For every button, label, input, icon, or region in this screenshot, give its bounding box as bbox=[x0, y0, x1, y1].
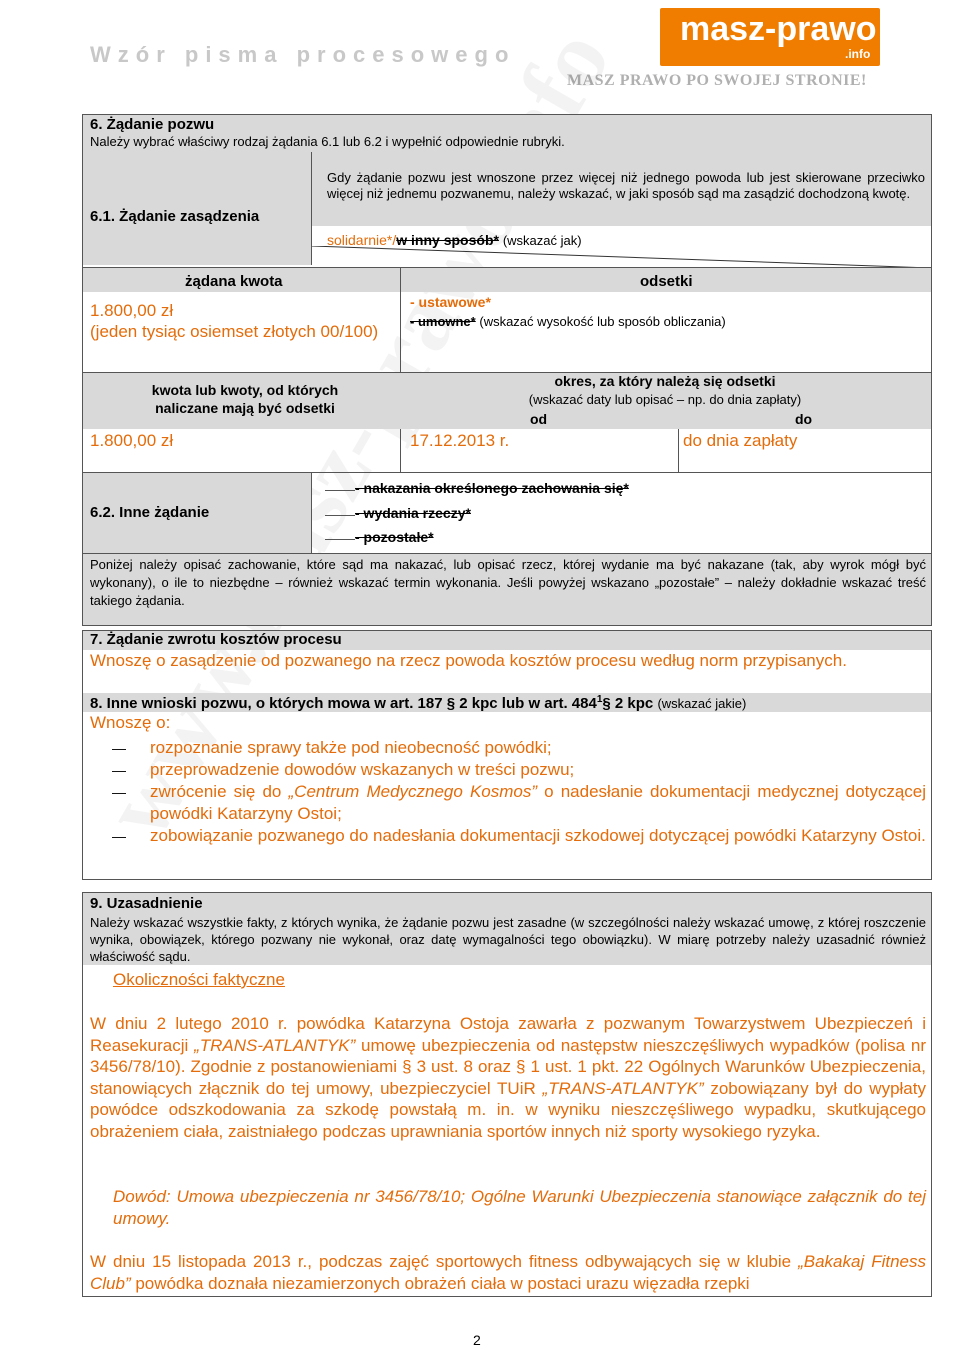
amount-header: żądana kwota bbox=[185, 273, 283, 290]
section-7-text: Wnoszę o zasądzenie od pozwanego na rzecz powoda kosztów procesu według norm przypisanych. bbox=[90, 651, 847, 670]
period-to-value: do dnia zapłaty bbox=[683, 431, 798, 450]
interest-contractual: - umowne* bbox=[410, 314, 476, 329]
s62-divider bbox=[311, 473, 312, 553]
section-8-item3-a: zwrócenie się do bbox=[150, 782, 289, 801]
section-8-title-sup: 1 bbox=[596, 694, 603, 705]
interest-header: odsetki bbox=[640, 273, 693, 290]
section-6-title: 6. Żądanie pozwu bbox=[90, 116, 215, 133]
facts-heading: Okoliczności faktyczne bbox=[113, 970, 285, 989]
section-8-intro: Wnoszę o: bbox=[90, 713, 171, 732]
s62-opt1-dash bbox=[325, 490, 355, 491]
facts-p2-c: powódka doznała niezamierzonych obrażeń ciała w postaci urazu więzadła rzepki bbox=[130, 1273, 750, 1293]
period-hint: (wskazać daty lub opisać – np. do dnia zapłaty) bbox=[528, 392, 802, 407]
period-to-label: do bbox=[795, 411, 813, 427]
facts-p1-a: W dniu 2 lutego 2010 r. powódka Katarzyna Ostoja zawarła z pozwanym Towarzystwem Ubezpieczeń i Reasekuracji bbox=[90, 1014, 926, 1055]
facts-p1-d: „TRANS-ATLANTYK” bbox=[542, 1078, 704, 1098]
logo-slogan: MASZ PRAWO PO SWOJEJ STRONIE! bbox=[567, 72, 867, 89]
s62-option-behaviour: - nakazania określonego zachowania się* bbox=[355, 480, 629, 496]
from-to-divider bbox=[678, 429, 679, 472]
section-6-instruction: Należy wybrać właściwy rodzaj żądania 6.1 lub 6.2 i wypełnić odpowiednie rubryki. bbox=[90, 134, 565, 149]
s61-separator: / bbox=[392, 232, 397, 248]
period-from-value: 17.12.2013 r. bbox=[410, 431, 510, 450]
section-8-item: — rozpoznanie sprawy także pod nieobecność powódki; bbox=[90, 737, 926, 759]
logo-name: masz-prawo bbox=[680, 10, 877, 48]
header-title: Wzór pisma procesowego bbox=[90, 42, 516, 67]
amount-value: 1.800,00 zł bbox=[90, 301, 174, 320]
period-header: okres, za który należą się odsetki bbox=[554, 373, 776, 389]
amount-words: (jeden tysiąc osiemset złotych 00/100) bbox=[90, 322, 379, 341]
section-8-item3-b: „Centrum Medycznego Kosmos” bbox=[288, 782, 538, 801]
amount-interest-divider bbox=[400, 268, 401, 372]
facts-p2-a: W dniu 15 listopada 2013 r., podczas zajęć sportowych fitness odbywających się w klubie bbox=[90, 1252, 799, 1271]
base-header: kwota lub kwoty, od których naliczane mają być odsetki bbox=[151, 382, 339, 416]
section-8-title-main: 8. Inne wnioski pozwu, o których mowa w art. 187 § 2 kpc lub w art. 484 bbox=[90, 695, 597, 712]
logo-tld: .info bbox=[845, 47, 871, 61]
base-from-divider bbox=[400, 429, 401, 472]
section-8-list bbox=[90, 737, 926, 847]
section-8-item: — zobowiązanie pozwanego do nadesłania dokumentacji szkodowej dotyczącej powódki Katarzyny Ostoi. bbox=[90, 825, 926, 847]
facts-p1-e: zobowiązany był do wypłaty powódce odszkodowania za szkodę powstałą m. in. w wyniku nieszczęśliwego wypadku, skutkującego obrażeniem ciała, zaistniałego podczas uprawniania sportów innych niż sporty wysokiego ryzyka. bbox=[90, 1078, 926, 1141]
s61-other-hint: (wskazać jak) bbox=[502, 233, 582, 248]
s61-label: 6.1. Żądanie zasądzenia bbox=[90, 208, 260, 225]
period-from-label: od bbox=[530, 411, 548, 427]
s62-description bbox=[90, 556, 926, 610]
facts-paragraph-1 bbox=[90, 1013, 926, 1142]
section-8-item: — przeprowadzenie dowodów wskazanych w treści pozwu; bbox=[90, 759, 926, 781]
s62-option-items: - wydania rzeczy* bbox=[355, 505, 471, 521]
page-number: 2 bbox=[473, 1332, 481, 1348]
interest-contractual-hint: (wskazać wysokość lub sposób obliczania) bbox=[479, 314, 726, 329]
interest-statutory: - ustawowe* bbox=[410, 294, 491, 310]
section-9-instruction: Należy wskazać wszystkie fakty, z których wynika, że żądanie pozwu jest zasadne (w szczególności należy wskazać umowę, z której roszczenie wynika, obowiązek, którego pozwany nie wykonał, oraz datę wymagalności tego obowiązku). W miarę potrzeby należy uzasadnić również właściwość sądu. bbox=[90, 915, 926, 964]
section-8-item bbox=[90, 781, 926, 825]
s62-opt2-dash bbox=[325, 515, 355, 516]
section-8-title-tail: § 2 kpc bbox=[602, 695, 654, 712]
facts-paragraph-2 bbox=[90, 1251, 926, 1294]
base-value: 1.800,00 zł bbox=[90, 431, 174, 450]
s62-opt3-dash bbox=[325, 539, 355, 540]
s61-other-option: w inny sposób* bbox=[396, 232, 499, 248]
facts-p1-c: umowę ubezpieczenia od następstw nieszczęśliwych wypadków (polisa nr 3456/78/10). Zgodnie z postanowieniami § 3 ust. 8 oraz § 1 ust. 1 pkt. 22 Ogólnych Warunków Ubezpieczenia, stanowiących złącznik do tej umowy, ubezpieczyciel TUiR bbox=[90, 1035, 926, 1098]
s62-option-other: - pozostałe* bbox=[355, 529, 434, 545]
facts-p1-b: „TRANS-ATLANTYK” bbox=[194, 1035, 356, 1055]
section-7-title: 7. Żądanie zwrotu kosztów procesu bbox=[90, 631, 342, 648]
evidence: Dowód: Umowa ubezpieczenia nr 3456/78/10; Ogólne Warunki Ubezpieczenia stanowiące załącznik do tej umowy. bbox=[113, 1187, 926, 1228]
interest-contractual-line bbox=[410, 314, 726, 329]
section-8-item3-c: o nadesłanie dokumentacji medycznej dotyczącej powódki Katarzyny Ostoi; bbox=[150, 782, 926, 823]
s62-description-main: Poniżej należy opisać zachowanie, które sąd ma nakazać, lub opisać rzecz, której wydanie ma być nakazane (tak, aby wyrok mógł być wykonany), o ile to niezbędne – również wskazać termin wykonania. Jeśli powyżej wskazano bbox=[90, 557, 926, 590]
section-9-title: 9. Uzasadnienie bbox=[90, 895, 203, 912]
s62-description-other: „pozostałe” – należy dokładnie wskazać treść takiego żądania. bbox=[90, 575, 926, 608]
s62-label: 6.2. Inne żądanie bbox=[90, 504, 210, 521]
section-8-hint: (wskazać jakie) bbox=[657, 696, 747, 711]
section-8-title bbox=[90, 694, 746, 712]
s61-solid-option: solidarnie* bbox=[327, 232, 393, 248]
s61-description: Gdy żądanie pozwu jest wnoszone przez więcej niż jednego powoda lub jest skierowane przeciwko więcej niż jednemu pozwanemu, należy wskazać, w jaki sposób sąd ma zasądzić dochodzoną kwotę. bbox=[327, 170, 925, 201]
facts-p2-b: „Bakakaj Fitness Club” bbox=[90, 1252, 926, 1293]
